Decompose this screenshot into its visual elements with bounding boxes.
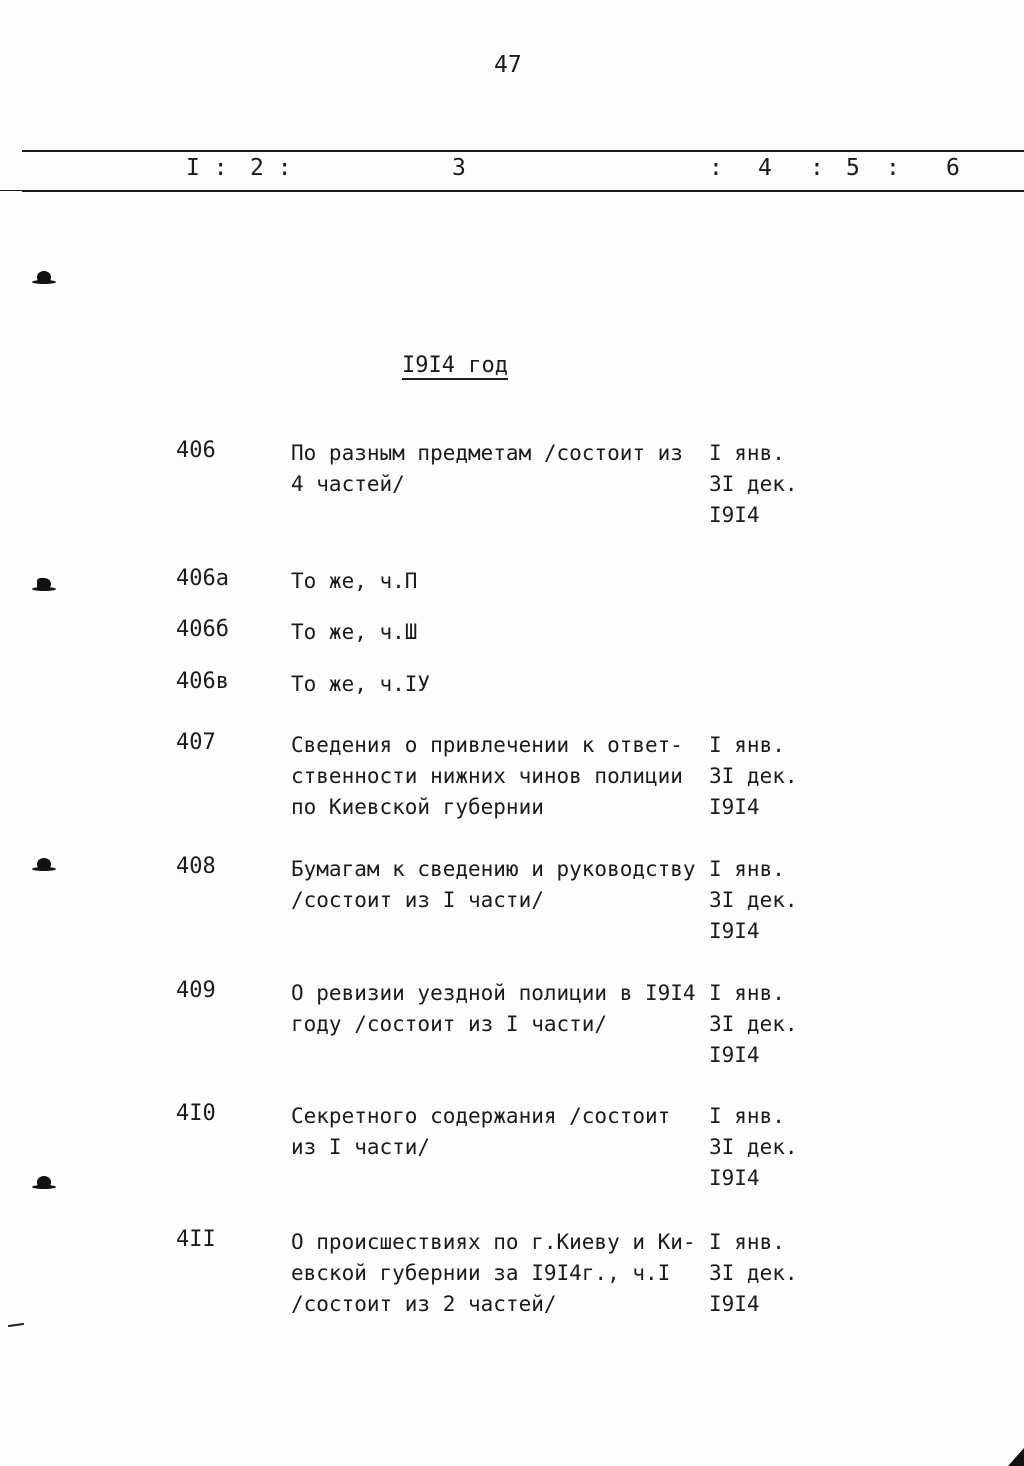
- entry-title: [291, 730, 701, 823]
- header-rule-stub: [0, 190, 22, 191]
- corner-fold-icon: [1008, 1448, 1024, 1466]
- entry-dates: [709, 1227, 798, 1320]
- entry-title-line: То же, ч.IУ: [291, 672, 431, 696]
- entry-date-start: I янв.: [709, 733, 785, 757]
- entry-date-year: I9I4: [709, 795, 760, 819]
- entry-title: [291, 978, 701, 1040]
- entry-title-line: /состоит из 2 частей/: [291, 1292, 557, 1316]
- column-separator: :: [886, 155, 900, 181]
- entry-dates: [709, 438, 798, 531]
- entry-date-end: 3I дек.: [709, 472, 798, 496]
- entry-title-line: году /состоит из I части/: [291, 1012, 608, 1036]
- entry-date-year: I9I4: [709, 1043, 760, 1067]
- punch-hole-icon: [37, 1176, 51, 1188]
- entry-title-line: О происшествиях по г.Киеву и Ки-: [291, 1230, 696, 1254]
- column-header-5: 5: [846, 155, 860, 181]
- entry-dates: [709, 854, 798, 947]
- page-number: 47: [494, 52, 522, 78]
- column-header-1: I :: [186, 155, 228, 181]
- entry-number: 406: [176, 438, 216, 463]
- entry-dates: [709, 1101, 798, 1194]
- entry-date-end: 3I дек.: [709, 1012, 798, 1036]
- entry-date-start: I янв.: [709, 1104, 785, 1128]
- punch-hole-icon: [37, 578, 51, 590]
- entry-date-start: I янв.: [709, 981, 785, 1005]
- section-title: I9I4 год: [402, 353, 508, 378]
- entry-dates: [709, 978, 798, 1071]
- entry-number: 406в: [176, 669, 229, 694]
- entry-title-line: Секретного содержания /состоит: [291, 1104, 671, 1128]
- entry-title-line: /состоит из I части/: [291, 888, 544, 912]
- entry-title: [291, 438, 701, 500]
- entry-title: [291, 669, 701, 700]
- entry-title-line: То же, ч.П: [291, 569, 418, 593]
- entry-date-start: I янв.: [709, 1230, 785, 1254]
- margin-mark: [8, 1323, 24, 1327]
- column-header-2: 2 :: [250, 155, 292, 181]
- column-separator: :: [810, 155, 824, 181]
- entry-date-end: 3I дек.: [709, 1261, 798, 1285]
- entry-date-end: 3I дек.: [709, 888, 798, 912]
- entry-number: 4I0: [176, 1101, 216, 1126]
- entry-date-start: I янв.: [709, 441, 785, 465]
- entry-title-line: из I части/: [291, 1135, 431, 1159]
- header-rule-top: [22, 150, 1024, 152]
- column-header-3: 3: [452, 155, 466, 181]
- entry-title: [291, 854, 701, 916]
- column-separator: :: [709, 155, 723, 181]
- entry-title: [291, 566, 701, 597]
- entry-number: 406б: [176, 617, 229, 642]
- entry-date-end: 3I дек.: [709, 764, 798, 788]
- entry-date-start: I янв.: [709, 857, 785, 881]
- entry-number: 408: [176, 854, 216, 879]
- entry-title-line: Бумагам к сведению и руководству: [291, 857, 696, 881]
- punch-hole-icon: [37, 858, 51, 870]
- entry-number: 406а: [176, 566, 229, 591]
- entry-title-line: О ревизии уездной полиции в I9I4: [291, 981, 696, 1005]
- entry-title-line: ственности нижних чинов полиции: [291, 764, 683, 788]
- entry-date-year: I9I4: [709, 1166, 760, 1190]
- header-rule-bottom: [22, 190, 1024, 192]
- entry-dates: [709, 730, 798, 823]
- entry-title: [291, 617, 701, 648]
- entry-date-year: I9I4: [709, 503, 760, 527]
- entry-title-line: Сведения о привлечении к ответ-: [291, 733, 683, 757]
- entry-date-end: 3I дек.: [709, 1135, 798, 1159]
- punch-hole-icon: [37, 271, 51, 283]
- column-header-6: 6: [946, 155, 960, 181]
- entry-title-line: по Киевской губернии: [291, 795, 544, 819]
- entry-title: [291, 1227, 701, 1320]
- entry-title-line: По разным предметам /состоит из: [291, 441, 683, 465]
- entry-number: 407: [176, 730, 216, 755]
- entry-title: [291, 1101, 701, 1163]
- entry-date-year: I9I4: [709, 919, 760, 943]
- entry-title-line: То же, ч.Ш: [291, 620, 418, 644]
- entry-number: 4II: [176, 1227, 216, 1252]
- entry-title-line: евской губернии за I9I4г., ч.I: [291, 1261, 671, 1285]
- entry-number: 409: [176, 978, 216, 1003]
- entry-date-year: I9I4: [709, 1292, 760, 1316]
- entry-title-line: 4 частей/: [291, 472, 405, 496]
- column-header-4: 4: [758, 155, 772, 181]
